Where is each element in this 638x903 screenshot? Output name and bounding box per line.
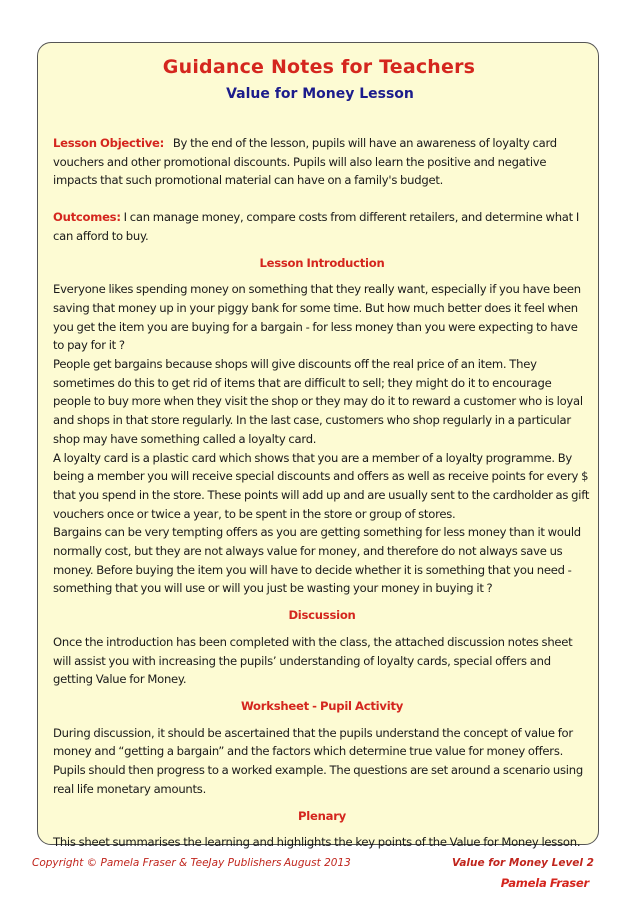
objective-label: Lesson Objective: xyxy=(53,136,164,150)
lesson-subtitle: Value for Money Lesson xyxy=(226,86,414,102)
objective-text: By the end of the lesson, pupils will have an awareness of loyalty card vouchers and other promotional discounts. Pupils will also learn the positive and negative impacts that such promotional material can have on a family's budget. xyxy=(53,136,557,188)
outcomes-paragraph xyxy=(53,208,591,245)
publication-date: August 2013 xyxy=(284,857,351,869)
outcomes-label: Outcomes: xyxy=(53,210,121,225)
level-label: Value for Money Level 2 xyxy=(452,857,594,869)
introduction-paragraph: Bargains can be very tempting offers as you are getting something for less money than it would normally cost, but they are not always value for money, and therefore do not always save us money. Before buying the item you will have to decide whether it is something that you need - something that you will use or will you just be wasting your money in buying it ? xyxy=(53,525,581,596)
author-signature: Pamela Fraser xyxy=(500,875,589,890)
introduction-paragraph: Everyone likes spending money on something that they really want, especially if you have been saving that money up in your piggy bank for some time. But how much better does it feel when you get the item you are buying for a bargain - for less money than you were expecting to have to pay for it ? xyxy=(53,282,581,353)
worksheet-heading: Worksheet - Pupil Activity xyxy=(240,698,404,713)
page-footer xyxy=(32,857,594,873)
objective-paragraph xyxy=(53,134,591,190)
introduction-paragraph: A loyalty card is a plastic card which shows that you are a member of a loyalty programme. By being a member you will receive special discounts and offers as well as receive points for every $ that you spend in the store. These points will add up and are usually sent to the cardholder as gift vouchers once or twice a year, to be spent in the store or group of stores. xyxy=(53,450,590,521)
plenary-heading: Plenary xyxy=(298,808,346,823)
discussion-text: Once the introduction has been completed with the class, the attached discussion notes sheet will assist you with increasing the pupils’ understanding of loyalty cards, special offers and getting Value for Money. xyxy=(53,634,573,687)
outcomes-text: I can manage money, compare costs from different retailers, and determine what I can afford to buy. xyxy=(53,210,580,243)
worksheet-text: During discussion, it should be ascertained that the pupils understand the concept of value for money and “getting a bargain” and the factors which determine true value for money offers. Pupils should then progress to a worked example. The questions are set around a scenario using real life monetary amounts. xyxy=(53,725,583,796)
plenary-text: This sheet summarises the learning and highlights the key points of the Value for Money lesson. xyxy=(53,835,581,850)
page-title: Guidance Notes for Teachers xyxy=(162,56,476,78)
introduction-heading: Lesson Introduction xyxy=(259,255,385,270)
copyright-notice: Copyright © Pamela Fraser & TeeJay Publishers xyxy=(32,857,282,869)
notes-content xyxy=(53,134,591,893)
introduction-paragraph: People get bargains because shops will give discounts off the real price of an item. They sometimes do this to get rid of items that are difficult to sell; they might do it to encourage people to buy more when they visit the shop or they may do it to reward a customer who is loyal and shops in that store regularly. In the last case, customers who shop regularly in a particular shop may have something called a loyalty card. xyxy=(53,357,583,446)
discussion-heading: Discussion xyxy=(288,608,356,623)
